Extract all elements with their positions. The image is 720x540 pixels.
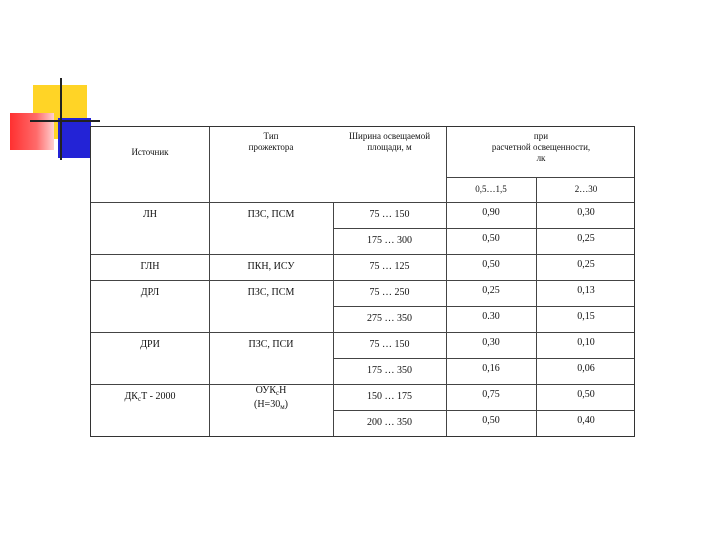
cell-value: 0,40 bbox=[577, 415, 595, 426]
cell-width: 75 … 250 bbox=[369, 287, 410, 298]
cell-type: $ОУК_сН$ $(Н=30_м)$ bbox=[254, 385, 288, 411]
cell-value: 0,50 bbox=[482, 415, 500, 426]
cell-value: 0,25 bbox=[482, 285, 500, 296]
cell-value: 0,16 bbox=[482, 363, 500, 374]
cell-type: ПКН, ИСУ bbox=[247, 261, 295, 272]
cell-value: 0,50 bbox=[577, 389, 595, 400]
row-divider bbox=[446, 177, 634, 178]
decor-red-block bbox=[10, 113, 54, 150]
cell-source: ДРЛ bbox=[140, 287, 160, 298]
row-divider bbox=[333, 306, 634, 307]
cell-value: 0,30 bbox=[577, 207, 595, 218]
header-lux-range-1: 0,5…1,5 bbox=[475, 184, 507, 194]
header-illuminance: при расчетной освещенности, лк bbox=[491, 131, 591, 163]
decor-blue-square bbox=[58, 118, 91, 158]
cell-width: 75 … 150 bbox=[369, 339, 410, 350]
cell-width: 75 … 125 bbox=[369, 261, 410, 272]
cell-value: 0,50 bbox=[482, 259, 500, 270]
cell-width: 275 … 350 bbox=[367, 313, 412, 324]
cell-value: 0,90 bbox=[482, 207, 500, 218]
cell-type: ПЗС, ПСМ bbox=[247, 287, 295, 298]
cell-value: 0,30 bbox=[482, 337, 500, 348]
header-lux-range-2: 2…30 bbox=[574, 184, 598, 194]
header-source: Источник bbox=[131, 147, 169, 157]
decor-horizontal-line bbox=[30, 120, 100, 122]
row-divider bbox=[91, 384, 634, 385]
cell-width: 175 … 350 bbox=[367, 365, 412, 376]
cell-value: 0,25 bbox=[577, 259, 595, 270]
row-divider bbox=[333, 410, 634, 411]
cell-width: 200 … 350 bbox=[367, 417, 412, 428]
header-width: Ширина освещаемой площади, м bbox=[348, 131, 431, 152]
cell-value: 0,75 bbox=[482, 389, 500, 400]
row-divider bbox=[333, 228, 634, 229]
cell-value: 0.30 bbox=[482, 311, 500, 322]
cell-source: $ДК_сТ - 2000$ bbox=[124, 391, 176, 403]
cell-source: ЛН bbox=[142, 209, 157, 220]
cell-value: 0,50 bbox=[482, 233, 500, 244]
cell-type: ПЗС, ПСМ bbox=[247, 209, 295, 220]
header-projector-type: Тип прожектора bbox=[248, 131, 294, 152]
row-divider bbox=[91, 280, 634, 281]
cell-source: ДРИ bbox=[140, 339, 160, 350]
cell-value: 0,15 bbox=[577, 311, 595, 322]
cell-value: 0,06 bbox=[577, 363, 595, 374]
row-divider bbox=[91, 202, 634, 203]
row-divider bbox=[91, 254, 634, 255]
cell-value: 0,13 bbox=[577, 285, 595, 296]
row-divider bbox=[91, 332, 634, 333]
cell-width: 75 … 150 bbox=[369, 209, 410, 220]
cell-value: 0,25 bbox=[577, 233, 595, 244]
row-divider bbox=[333, 358, 634, 359]
cell-source: ГЛН bbox=[140, 261, 160, 272]
cell-value: 0,10 bbox=[577, 337, 595, 348]
cell-type: ПЗС, ПСИ bbox=[248, 339, 294, 350]
decor-vertical-line bbox=[60, 78, 62, 160]
cell-width: 175 … 300 bbox=[367, 235, 412, 246]
lighting-table bbox=[90, 126, 635, 437]
cell-width: 150 … 175 bbox=[367, 391, 412, 402]
